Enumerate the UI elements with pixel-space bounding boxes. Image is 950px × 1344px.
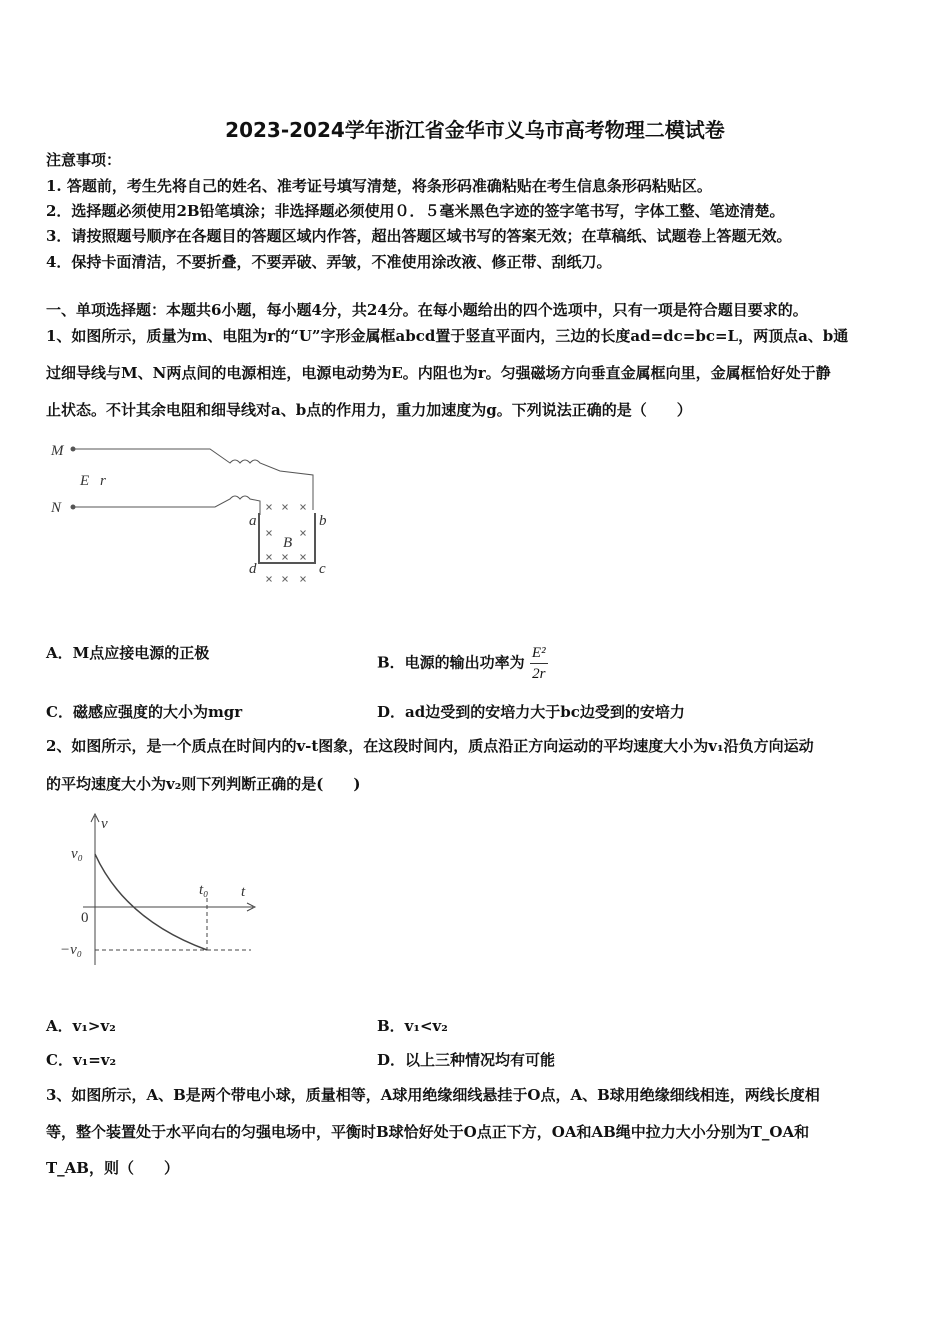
formula-denominator: 2r xyxy=(532,666,546,682)
formula-numerator: E² xyxy=(530,643,548,664)
axis-label-v: v xyxy=(101,816,108,832)
field-cross-icon xyxy=(301,555,306,560)
question-3-text: T_AB，则（ ） xyxy=(46,1159,179,1177)
option-2A[interactable]: A．v₁>v₂ xyxy=(46,1017,116,1035)
axis-label-t: t xyxy=(241,884,246,900)
label-M: M xyxy=(51,443,64,459)
question-1-text: 1、如图所示，质量为m、电阻为r的“U”字形金属框abcd置于竖直平面内，三边的长度ad=dc=bc=L，两顶点a、b通 xyxy=(46,327,849,345)
tick-neg-v0: −v₀ xyxy=(60,942,82,958)
origin-label: 0 xyxy=(81,910,89,926)
label-b: b xyxy=(319,513,327,529)
label-E: E xyxy=(80,473,90,489)
question-1-text: 过细导线与M、N两点间的电源相连，电源电动势为E。内阻也为r。匀强磁场方向垂直金属框向里，金属框恰好处于静 xyxy=(46,364,831,382)
field-cross-icon xyxy=(283,555,288,560)
vt-graph xyxy=(55,810,265,970)
option-label: B．电源的输出功率为 xyxy=(377,653,525,672)
field-cross-icon xyxy=(283,577,288,582)
notice-item: 4．保持卡面清洁，不要折叠，不要弄破、弄皱，不准使用涂改液、修正带、刮纸刀。 xyxy=(46,253,612,271)
option-2B[interactable]: B．v₁<v₂ xyxy=(377,1017,448,1035)
question-3-text: 3、如图所示，A、B是两个带电小球，质量相等，A球用绝缘细线悬挂于O点，A、B球用绝缘细线相连，两线长度相 xyxy=(46,1086,820,1104)
label-r: r xyxy=(100,473,106,489)
option-1A[interactable]: A．M点应接电源的正极 xyxy=(46,644,210,662)
notice-item: 3．请按照题号顺序在各题目的答题区域内作答，超出答题区域书写的答案无效；在草稿纸、试题卷上答题无效。 xyxy=(46,227,792,245)
field-cross-icon xyxy=(301,531,306,536)
notice-item: 1. 答题前，考生先将自己的姓名、准考证号填写清楚，将条形码准确粘贴在考生信息条形码粘贴区。 xyxy=(46,177,712,195)
label-B: B xyxy=(283,535,293,551)
question-1-text: 止状态。不计其余电阻和细导线对a、b点的作用力，重力加速度为g。下列说法正确的是（ ） xyxy=(46,401,692,419)
option-2C[interactable]: C．v₁=v₂ xyxy=(46,1051,117,1069)
notice-item: 2．选择题必须使用2B铅笔填涂；非选择题必须使用０．５毫米黑色字迹的签字笔书写，字体工整、笔迹清楚。 xyxy=(46,202,785,220)
label-d: d xyxy=(249,561,257,577)
page-title: 2023-2024学年浙江省金华市义乌市高考物理二模试卷 xyxy=(225,118,725,142)
field-cross-icon xyxy=(301,577,306,582)
tick-t0: t₀ xyxy=(199,882,209,898)
option-2D[interactable]: D．以上三种情况均有可能 xyxy=(377,1051,556,1069)
tick-v0: v₀ xyxy=(71,846,83,862)
circuit-figure xyxy=(45,435,345,585)
field-cross-icon xyxy=(267,505,272,510)
question-2-text: 的平均速度大小为v₂则下列判断正确的是( ) xyxy=(46,775,361,793)
label-c: c xyxy=(319,561,326,577)
question-2-text: 2、如图所示，是一个质点在时间内的v-t图象，在这段时间内，质点沿正方向运动的平均速度大小为v₁沿负方向运动 xyxy=(46,737,814,755)
field-cross-icon xyxy=(283,505,288,510)
label-a: a xyxy=(249,513,257,529)
section-heading: 一、单项选择题：本题共6小题，每小题4分，共24分。在每小题给出的四个选项中，只有一项是符合题目要求的。 xyxy=(46,301,808,319)
notice-heading: 注意事项： xyxy=(46,151,122,169)
field-cross-icon xyxy=(267,555,272,560)
field-cross-icon xyxy=(267,577,272,582)
option-1B[interactable] xyxy=(377,643,548,684)
option-1C[interactable]: C．磁感应强度的大小为mgr xyxy=(46,703,243,721)
label-N: N xyxy=(51,500,62,516)
option-1D[interactable]: D．ad边受到的安培力大于bc边受到的安培力 xyxy=(377,703,685,721)
question-3-text: 等，整个装置处于水平向右的匀强电场中，平衡时B球恰好处于O点正下方，OA和AB绳中拉力大小分别为T_OA和 xyxy=(46,1123,810,1141)
field-cross-icon xyxy=(267,531,272,536)
field-cross-icon xyxy=(301,505,306,510)
